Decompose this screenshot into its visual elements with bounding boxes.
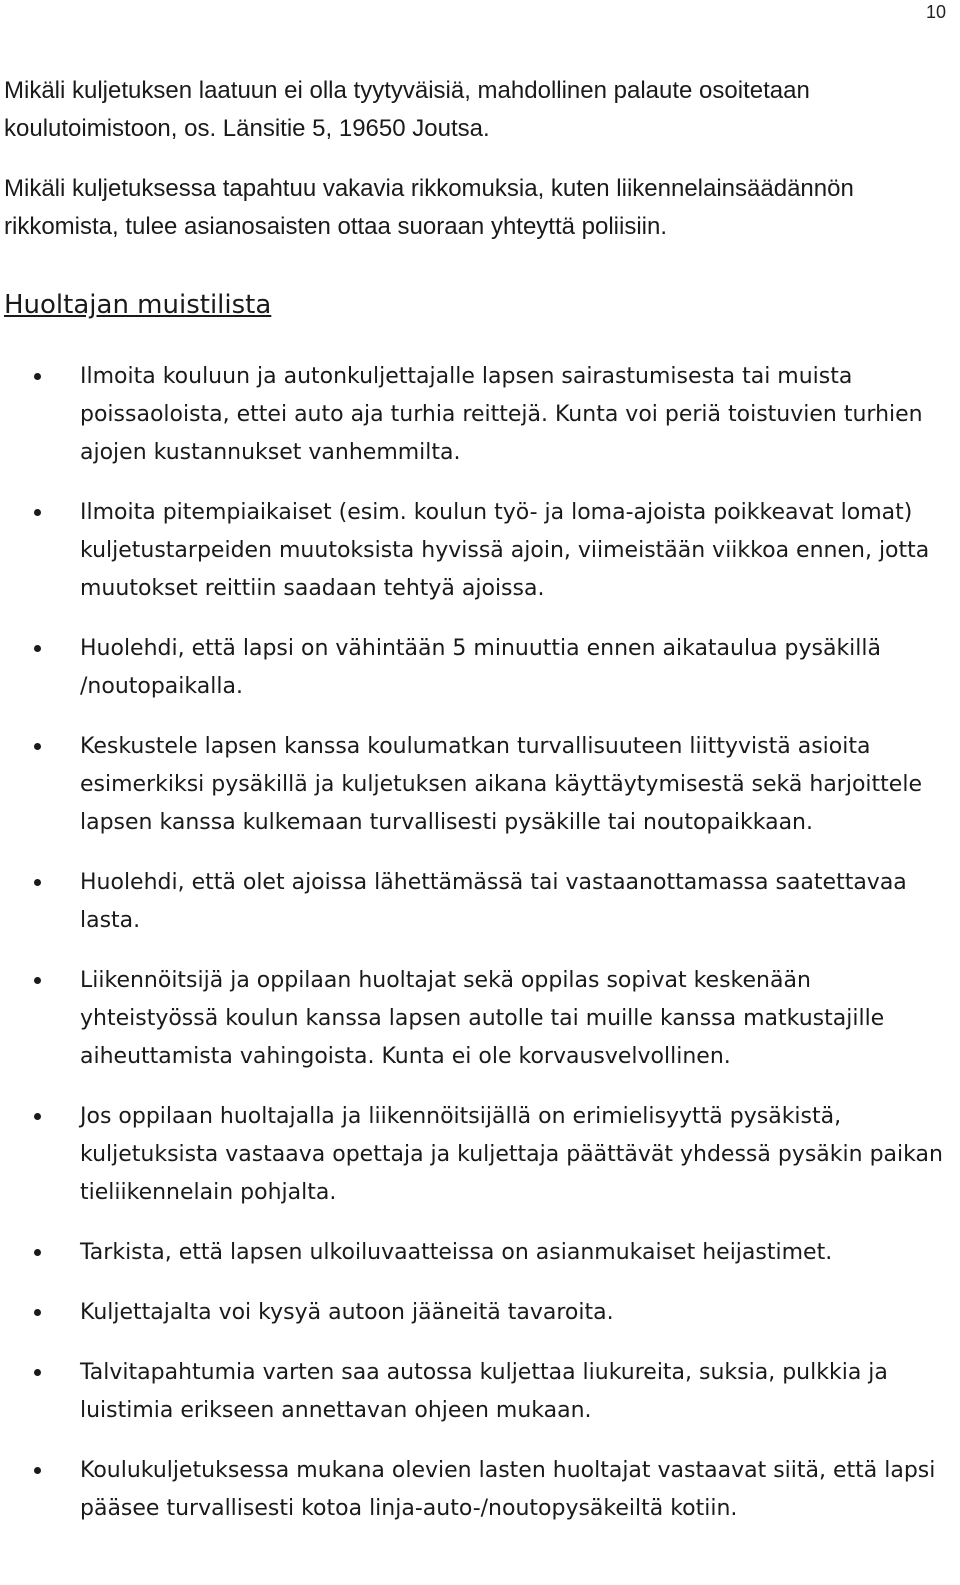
list-item bbox=[0, 1294, 948, 1332]
list-item bbox=[0, 1354, 948, 1430]
list-item bbox=[0, 1234, 948, 1272]
bullet-icon bbox=[34, 1113, 41, 1120]
bullet-icon bbox=[34, 1369, 41, 1376]
list-item bbox=[0, 358, 948, 472]
list-item-text: Koulukuljetuksessa mukana olevien lasten huoltajat vastaavat siitä, että lapsi pääsee turvallisesti kotoa linja-auto-/noutopysäkeiltä kotiin. bbox=[80, 1458, 936, 1521]
bullet-icon bbox=[34, 509, 41, 516]
bullet-icon bbox=[34, 1309, 41, 1316]
list-item-text: Keskustele lapsen kanssa koulumatkan turvallisuuteen liittyvistä asioita esimerkiksi pysäkillä ja kuljetuksen aikana käyttäytymisestä sekä harjoittele lapsen kanssa kulkemaan turvallisesti pysäkille tai noutopaikkaan. bbox=[80, 734, 922, 835]
intro-text bbox=[4, 72, 944, 268]
bullet-icon bbox=[34, 879, 41, 886]
list-item-text: Talvitapahtumia varten saa autossa kuljettaa liukureita, suksia, pulkkia ja luistimia erikseen annettavan ohjeen mukaan. bbox=[80, 1360, 888, 1423]
bullet-icon bbox=[34, 977, 41, 984]
section-heading: Huoltajan muistilista bbox=[4, 290, 272, 320]
list-item-text: Huolehdi, että olet ajoissa lähettämässä tai vastaanottamassa saatettavaa lasta. bbox=[80, 870, 907, 933]
bullet-icon bbox=[34, 1249, 41, 1256]
feedback-paragraph: Mikäli kuljetuksen laatuun ei olla tyytyväisiä, mahdollinen palaute osoitetaan koulutoimistoon, os. Länsitie 5, 19650 Joutsa. bbox=[4, 77, 810, 142]
list-item-text: Huolehdi, että lapsi on vähintään 5 minuuttia ennen aikataulua pysäkillä /noutopaikalla. bbox=[80, 636, 882, 699]
list-item bbox=[0, 1098, 948, 1212]
list-item bbox=[0, 1452, 948, 1528]
page-number: 10 bbox=[925, 2, 946, 22]
police-paragraph: Mikäli kuljetuksessa tapahtuu vakavia rikkomuksia, kuten liikennelainsäädännön rikkomista, tulee asianosaisten ottaa suoraan yhteyttä poliisiin. bbox=[4, 175, 854, 240]
list-item bbox=[0, 962, 948, 1076]
list-item-text: Jos oppilaan huoltajalla ja liikennöitsijällä on erimielisyyttä pysäkistä, kuljetuksista vastaava opettaja ja kuljettaja päättävät yhdessä pysäkin paikan tieliikennelain pohjalta. bbox=[80, 1104, 943, 1205]
list-item-text: Liikennöitsijä ja oppilaan huoltajat sekä oppilas sopivat keskenään yhteistyössä koulun kanssa lapsen autolle tai muille kanssa matkustajille aiheuttamista vahingoista. Kunta ei ole korvausvelvollinen. bbox=[80, 968, 885, 1069]
list-item bbox=[0, 728, 948, 842]
list-item-text: Kuljettajalta voi kysyä autoon jääneitä tavaroita. bbox=[80, 1300, 614, 1325]
list-item-text: Ilmoita pitempiaikaiset (esim. koulun työ- ja loma-ajoista poikkeavat lomat) kuljetustarpeiden muutoksista hyvissä ajoin, viimeistään viikkoa ennen, jotta muutokset reittiin saadaan tehtyä ajoissa. bbox=[80, 500, 930, 601]
bullet-icon bbox=[34, 1467, 41, 1474]
list-item-text: Tarkista, että lapsen ulkoiluvaatteissa on asianmukaiset heijastimet. bbox=[80, 1240, 833, 1265]
bullet-icon bbox=[34, 645, 41, 652]
list-item-text: Ilmoita kouluun ja autonkuljettajalle lapsen sairastumisesta tai muista poissaoloista, ettei auto aja turhia reittejä. Kunta voi periä toistuvien turhien ajojen kustannukset vanhemmilta. bbox=[80, 364, 923, 465]
bullet-icon bbox=[34, 373, 41, 380]
list-item bbox=[0, 864, 948, 940]
list-item bbox=[0, 630, 948, 706]
list-item bbox=[0, 494, 948, 608]
guardian-checklist bbox=[0, 358, 948, 1550]
bullet-icon bbox=[34, 743, 41, 750]
